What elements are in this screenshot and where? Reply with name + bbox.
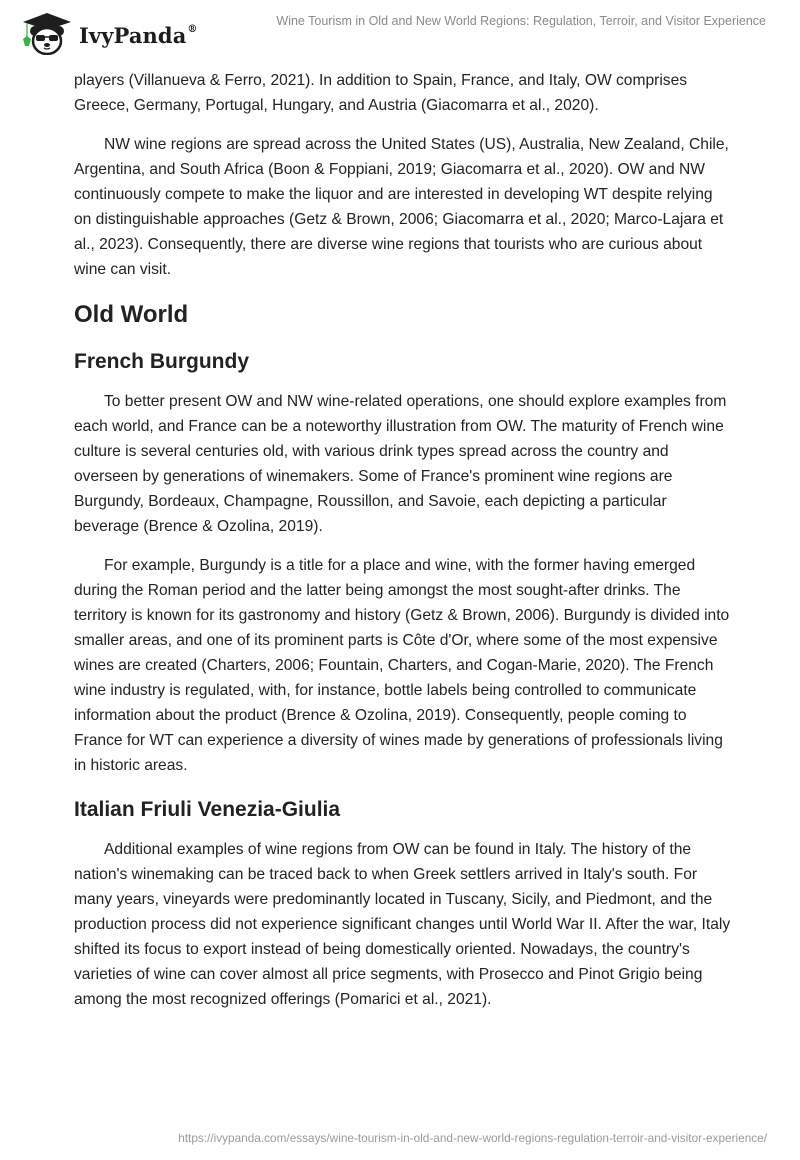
panda-graduate-icon [17, 9, 77, 55]
paragraph: For example, Burgundy is a title for a place and wine, with the former having emerged during the Roman period and the latter being amongst the most sought-after drinks. The territory is known for its gastronomy and history (Getz & Brown, 2006). Burgundy is divided into smaller areas, and one of its prominent parts is Côte d'Or, where some of the most expensive wines are created (Charters, 2006; Fountain, Charters, and Cogan-Marie, 2020). The French wine industry is regulated, with, for instance, bottle labels being controlled to communicate information about the product (Brence & Ozolina, 2019). Consequently, people coming to France for WT can experience a diversity of wines made by generations of professionals living in historic areas. [74, 557, 730, 774]
paragraph: To better present OW and NW wine-related operations, one should explore examples from each world, and France can be a noteworthy illustration from OW. The maturity of French wine culture is several centuries old, with various drink types spread across the country and overseen by generations of winemakers. Some of France's prominent wine regions are Burgundy, Bordeaux, Champagne, Roussillon, and Savoie, each depicting a particular beverage (Brence & Ozolina, 2019). [74, 393, 727, 535]
source-url[interactable]: https://ivypanda.com/essays/wine-tourism-in-old-and-new-world-regions-regulation-terroir-and-visitor-experience/ [178, 1131, 767, 1145]
document-title: Wine Tourism in Old and New World Regions: Regulation, Terroir, and Visitor Experience [276, 14, 766, 28]
essay-content [74, 68, 734, 1026]
paragraph: Additional examples of wine regions from OW can be found in Italy. The history of the nation's winemaking can be traced back to when Greek settlers arrived in Italy's south. For many years, vineyards were predominantly located in Tuscany, Sicily, and Piedmont, and the production process did not experience significant changes until World War II. After the war, Italy shifted its focus to export instead of being domestically oriented. Nowadays, the country's varieties of wine can cover almost all price segments, with Prosecco and Pinot Grigio being among the most recognized offerings (Pomarici et al., 2021). [74, 841, 731, 1008]
subsection-heading: Italian Friuli Venezia-Giulia [74, 798, 341, 821]
paragraph: players (Villanueva & Ferro, 2021). In addition to Spain, France, and Italy, OW comprises Greece, Germany, Portugal, Hungary, and Austria (Giacomarra et al., 2020). [74, 72, 688, 114]
page-header [0, 0, 800, 60]
brand-name: IvyPanda® [79, 22, 198, 48]
section-heading: Old World [74, 301, 189, 328]
ivypanda-logo[interactable] [17, 9, 198, 55]
registered-mark: ® [187, 23, 198, 35]
paragraph: NW wine regions are spread across the United States (US), Australia, New Zealand, Chile, Argentina, and South Africa (Boon & Foppiani, 2019; Giacomarra et al., 2020). OW and NW continuously compete to make the liquor and are interested in developing WT despite relying on distinguishable approaches (Getz & Brown, 2006; Giacomarra et al., 2020; Marco-Lajara et al., 2023). Consequently, there are diverse wine regions that tourists who are curious about wine can visit. [74, 136, 729, 278]
subsection-heading: French Burgundy [74, 350, 250, 373]
